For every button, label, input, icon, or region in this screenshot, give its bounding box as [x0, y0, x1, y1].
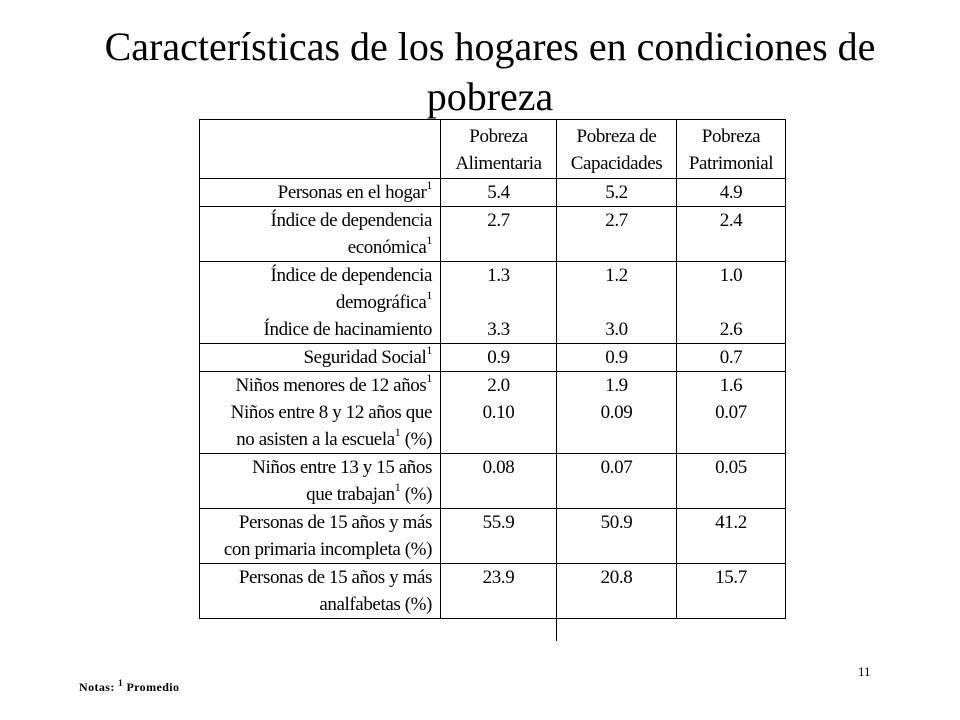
header-row — [200, 120, 786, 179]
row-label — [200, 372, 441, 454]
row-label-line — [206, 372, 432, 399]
row-label-suffix: (%) — [400, 484, 432, 505]
value-text: 1.0 — [719, 265, 743, 286]
value-text: 2.0 — [487, 375, 510, 396]
table-row — [200, 509, 786, 564]
value-text: 0.07 — [600, 457, 633, 478]
column-header-line: Pobreza de — [576, 126, 657, 147]
value-cell — [557, 262, 677, 344]
value-cell — [441, 344, 557, 372]
row-label — [200, 207, 441, 262]
row-label-line — [206, 399, 432, 426]
column-header — [557, 120, 677, 179]
value-text: 0.10 — [482, 402, 515, 423]
footnote — [79, 680, 179, 695]
value-cell — [441, 262, 557, 344]
row-label-text: Índice de hacinamiento — [263, 319, 432, 340]
row-label-line — [206, 454, 432, 481]
row-label-text: demográfica — [335, 292, 427, 313]
value-text: 15.7 — [715, 567, 747, 588]
value-cell — [441, 179, 557, 207]
row-label-text: económica — [347, 237, 427, 258]
row-label-line — [206, 262, 432, 289]
column-header-line: Pobreza — [701, 126, 761, 147]
value-text: 0.08 — [482, 457, 515, 478]
value-text: 1.9 — [605, 375, 628, 396]
footnote-ref: 1 — [426, 178, 432, 192]
footnote-ref: 1 — [394, 425, 401, 439]
value-text: 5.2 — [605, 182, 628, 203]
page-number: 11 — [858, 664, 871, 679]
table-row — [200, 454, 786, 509]
column-header — [677, 120, 786, 179]
row-label-line — [206, 344, 432, 371]
value-cell — [557, 372, 677, 454]
value-text: 20.8 — [600, 567, 633, 588]
row-label-suffix: (%) — [400, 429, 432, 450]
value-text: 1.2 — [605, 265, 628, 286]
header-corner-cell — [200, 120, 441, 179]
value-cell — [557, 564, 677, 619]
row-label-line — [206, 564, 432, 591]
row-label-text: Personas de 15 años y más — [238, 567, 432, 588]
row-label-line — [206, 316, 432, 343]
table-row — [200, 564, 786, 619]
row-label-text: Índice de dependencia — [270, 265, 432, 286]
row-label — [200, 179, 441, 207]
row-label-line — [206, 289, 432, 316]
value-cell — [677, 372, 786, 454]
value-text: 2.7 — [487, 210, 510, 231]
column-divider — [556, 119, 557, 641]
footnote-ref: 1 — [394, 480, 401, 494]
row-label-line — [206, 234, 432, 261]
row-label-text: analfabetas (%) — [319, 594, 432, 615]
row-label-text: no asisten a la escuela — [236, 429, 395, 450]
column-header-line: Capacidades — [570, 153, 663, 174]
row-label — [200, 454, 441, 509]
row-label-text: Niños menores de 12 años — [235, 375, 427, 396]
value-cell — [557, 454, 677, 509]
row-label-text: con primaria incompleta (%) — [223, 539, 432, 560]
value-text: 0.9 — [487, 347, 510, 368]
footnote-ref: 1 — [426, 233, 432, 247]
row-label-text: Seguridad Social — [303, 347, 427, 368]
footnote-ref: 1 — [426, 288, 432, 302]
value-text: 5.4 — [487, 182, 510, 203]
value-text: 1.3 — [487, 265, 510, 286]
value-text: 2.7 — [605, 210, 628, 231]
value-cell — [441, 564, 557, 619]
slide-title: Características de los hogares en condiciones de pobreza — [104, 24, 876, 119]
value-text: 0.09 — [600, 402, 633, 423]
row-label-text: Índice de dependencia — [270, 210, 432, 231]
value-cell — [557, 509, 677, 564]
footnote-text: Promedio — [123, 680, 180, 694]
value-text: 1.6 — [719, 375, 743, 396]
value-cell — [677, 344, 786, 372]
row-label-line — [206, 179, 432, 206]
row-label — [200, 344, 441, 372]
value-text: 0.9 — [605, 347, 628, 368]
table-row — [200, 207, 786, 262]
row-label-text: Niños entre 8 y 12 años que — [230, 402, 432, 423]
value-gap — [447, 289, 550, 316]
row-label — [200, 564, 441, 619]
row-label-line — [206, 481, 432, 508]
value-cell — [441, 372, 557, 454]
value-text: 23.9 — [482, 567, 515, 588]
value-text: 2.6 — [719, 319, 743, 340]
column-header-line: Patrimonial — [688, 153, 774, 174]
column-header-line: Pobreza — [469, 126, 528, 147]
row-label-line — [206, 591, 432, 618]
value-cell — [557, 344, 677, 372]
row-label — [200, 262, 441, 344]
value-cell — [677, 509, 786, 564]
value-cell — [441, 509, 557, 564]
value-text: 41.2 — [715, 512, 747, 533]
value-text: 0.7 — [719, 347, 743, 368]
value-text: 55.9 — [482, 512, 515, 533]
table-row — [200, 344, 786, 372]
row-label-line — [206, 426, 432, 453]
value-text: 4.9 — [719, 182, 743, 203]
row-label-text: Personas de 15 años y más — [238, 512, 432, 533]
value-text: 50.9 — [600, 512, 633, 533]
row-label-line — [206, 207, 432, 234]
value-text: 2.4 — [719, 210, 743, 231]
value-cell — [557, 207, 677, 262]
value-text: 0.05 — [715, 457, 747, 478]
table-row — [200, 179, 786, 207]
poverty-characteristics-table — [199, 119, 786, 619]
value-cell — [677, 564, 786, 619]
value-cell — [677, 454, 786, 509]
footnote-marker: 1 — [118, 678, 124, 688]
value-cell — [677, 207, 786, 262]
column-header-line: Alimentaria — [455, 153, 542, 174]
footnote-label: Notas: — [79, 680, 119, 694]
row-label-text: Niños entre 13 y 15 años — [252, 457, 432, 478]
value-cell — [677, 179, 786, 207]
footnote-ref: 1 — [426, 343, 432, 357]
value-text: 0.07 — [715, 402, 747, 423]
value-gap — [683, 289, 779, 316]
value-cell — [441, 454, 557, 509]
column-header — [441, 120, 557, 179]
value-cell — [557, 179, 677, 207]
row-label-text: Personas en el hogar — [277, 182, 427, 203]
value-text: 3.0 — [605, 319, 628, 340]
table-row — [200, 372, 786, 454]
value-cell — [441, 207, 557, 262]
row-label-text: que trabajan — [306, 484, 395, 505]
value-cell — [677, 262, 786, 344]
value-gap — [563, 289, 670, 316]
row-label-line — [206, 509, 432, 536]
row-label — [200, 509, 441, 564]
table-row — [200, 262, 786, 344]
footnote-ref: 1 — [426, 371, 432, 385]
row-label-line — [206, 536, 432, 563]
value-text: 3.3 — [487, 319, 510, 340]
